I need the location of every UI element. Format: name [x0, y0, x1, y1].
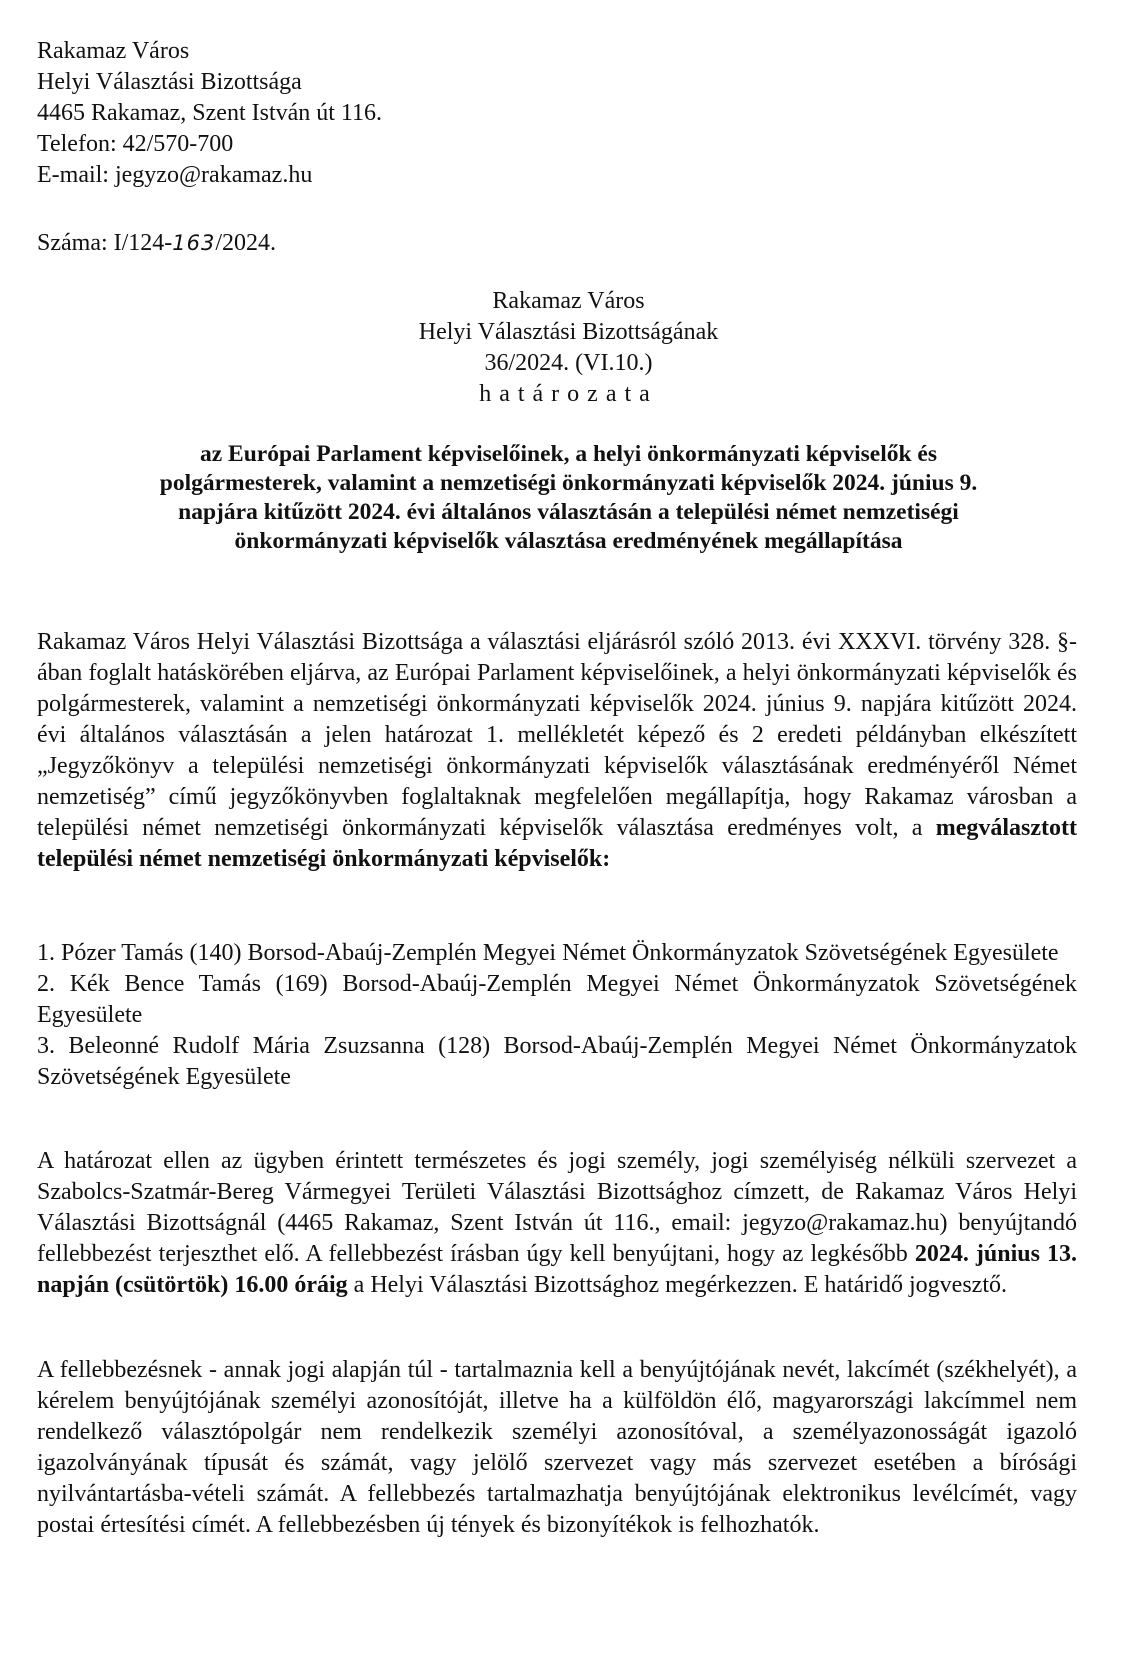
- appeal-paragraph: [37, 1146, 1077, 1301]
- sender-address-block: [37, 36, 382, 191]
- subject-line: az Európai Parlament képviselőinek, a helyi önkormányzati képviselők és: [199, 441, 937, 467]
- reference-suffix: /2024.: [215, 230, 277, 256]
- elected-item: 1. Pózer Tamás (140) Borsod-Abaúj-Zemplén Megyei Német Önkormányzatok Szövetségének Egyesülete: [37, 940, 1059, 966]
- decision-paragraph: [37, 627, 1077, 875]
- reference-number: [37, 228, 276, 259]
- decision-bold-text: megválasztott települési német nemzetiségi önkormányzati képviselők:: [37, 815, 1077, 872]
- sender-line-committee: Helyi Választási Bizottsága: [37, 69, 302, 95]
- appeal-text-b: a Helyi Választási Bizottsághoz megérkezzen. E határidő jogvesztő.: [347, 1272, 1007, 1298]
- appeal-text-a: A határozat ellen az ügyben érintett természetes és jogi személy, jogi személyiség nélküli szervezet a Szabolcs-Szatmár-Bereg Vármegyei Területi Választási Bizottsághoz címzett, de Rakamaz Város Helyi Választási Bizottságnál (4465 Rakamaz, Szent István út 116., email: jegyzo@rakamaz.hu) benyújtandó fellebbezést terjeszthet elő. A fellebbezést írásban úgy kell benyújtani, hogy az legkésőbb: [37, 1148, 1077, 1267]
- resolution-title: [0, 286, 1137, 410]
- elected-representatives-list: [37, 938, 1077, 1093]
- elected-item: 3. Beleonné Rudolf Mária Zsuzsanna (128) Borsod-Abaúj-Zemplén Megyei Német Önkormányzatok Szövetségének Egyesülete: [37, 1033, 1077, 1090]
- sender-line-email: E-mail: jegyzo@rakamaz.hu: [37, 162, 313, 188]
- resolution-subject: [60, 440, 1077, 556]
- sender-line-address: 4465 Rakamaz, Szent István út 116.: [37, 100, 383, 126]
- reference-prefix: Száma: I/124-: [37, 230, 173, 256]
- subject-line: önkormányzati képviselők választása eredményének megállapítása: [234, 528, 903, 554]
- appeal-deadline: 2024. június 13. napján (csütörtök) 16.00 óráig: [37, 1241, 1078, 1298]
- decision-text: Rakamaz Város Helyi Választási Bizottsága a választási eljárásról szóló 2013. évi XXXVI. törvény 328. §-ában foglalt hatáskörében eljárva, az Európai Parlament képviselőinek, a helyi önkormányzati képviselők és polgármesterek, valamint a nemzetiségi önkormányzati képviselők 2024. június 9. napjára kitűzött 2024. évi általános választásán a jelen határozat 1. mellékletét képező és 2 eredeti példányban elkészített „Jegyzőkönyv a települési nemzetiségi önkormányzati képviselők választásának eredményéről Német nemzetiség” című jegyzőkönyvben foglaltaknak megfelelően megállapítja, hogy Rakamaz városban a települési német nemzetiségi önkormányzati képviselők választása eredményes volt, a: [37, 629, 1077, 841]
- title-word: határozata: [479, 381, 658, 407]
- title-committee: Helyi Választási Bizottságának: [418, 319, 719, 345]
- title-city: Rakamaz Város: [492, 288, 645, 314]
- sender-line-phone: Telefon: 42/570-700: [37, 131, 234, 157]
- subject-line: napjára kitűzött 2024. évi általános választásán a települési német nemzetiségi: [178, 499, 959, 525]
- appeal-contents-paragraph: A fellebbezésnek - annak jogi alapján túl - tartalmaznia kell a benyújtójának nevét, lakcímét (székhelyét), a kérelem benyújtójának személyi azonosítóját, illetve ha a külföldön élő, magyarországi lakcímmel nem rendelkező választópolgár nem rendelkezik személyi azonosítóval, a személyazonosságát igazoló igazolványának típusát és számát, vagy jelölő szervezet vagy más szervezet esetében a bírósági nyilvántartásba-vételi számát. A fellebbezés tartalmazhatja benyújtójának elektronikus levélcímét, vagy postai értesítési címét. A fellebbezésben új tények és bizonyítékok is felhozhatók.: [37, 1357, 1077, 1538]
- sender-line-city: Rakamaz Város: [37, 38, 190, 64]
- elected-item: 2. Kék Bence Tamás (169) Borsod-Abaúj-Zemplén Megyei Német Önkormányzatok Szövetségének Egyesülete: [37, 971, 1077, 1028]
- handwritten-number: 163: [172, 231, 216, 255]
- title-number: 36/2024. (VI.10.): [484, 350, 653, 376]
- subject-line: polgármesterek, valamint a nemzetiségi önkormányzati képviselők 2024. június 9.: [159, 470, 978, 496]
